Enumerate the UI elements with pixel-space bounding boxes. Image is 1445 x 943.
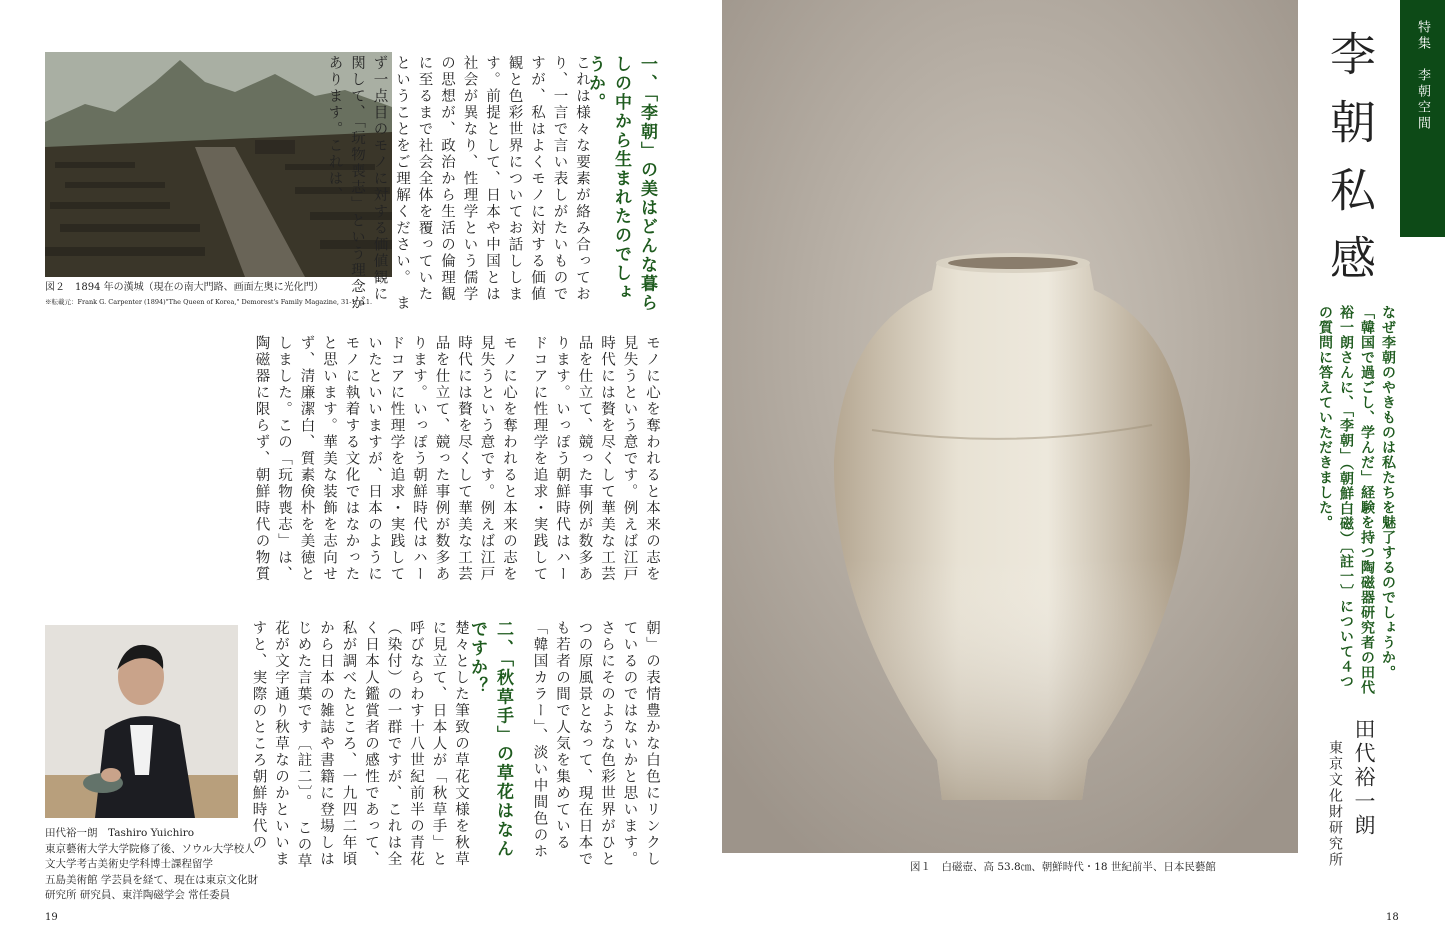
bottom-body-text: 朝」の表情豊かな白色にリンクしているのではないかと思います。さらにそのような色彩世界がひとつの原風景となって、現在日本でも若者の間で人気を集めている「韓国カラー」、淡い中間色のホ	[531, 620, 660, 868]
feature-tab-label: 特集 李朝空間	[1415, 20, 1430, 132]
white-porcelain-jar-image	[722, 0, 1298, 853]
profile-bio-line: 東京藝術大学大学院修了後、ソウル大学校人	[45, 842, 255, 855]
figure-2-credit: ※転載元：Frank G. Carpenter (1894)"The Queen of Korea," Demorest's Family Magazine, 31-1, p.1.	[45, 298, 373, 306]
lower-body-text-part-a: モノに心を奪われると本来の志を見失うという意です。例えば江戸時代には贅を尽くして華美な工芸品を仕立て、競った事例が数多あります。いっぽう朝鮮時代はハードコアに性理学を追求・実践して	[531, 335, 660, 583]
author-portrait	[45, 625, 238, 818]
author-name: 田代裕一朗	[1352, 718, 1376, 838]
figure-2-caption: 図２ 1894 年の漢城（現在の南大門路、画面左奥に光化門）	[45, 282, 324, 293]
profile-bio-line: 研究所 研究員、東洋陶磁学会 常任委員	[45, 889, 231, 901]
article-lead: なぜ李朝のやきものは私たちを魅了するのでしょうか。「韓国で過ごし、学んだ」経験を持つ陶磁器研究者の田代裕一朗さんに、「李朝」（朝鮮白磁）〔註一〕について４つの質問に答えていただきました。	[1317, 305, 1396, 695]
lower-body-text-part-b: モノに心を奪われると本来の志を見失うという意です。例えば江戸時代には贅を尽くして華美な工芸品を仕立て、競った事例が数多あります。いっぽう朝鮮時代はハードコアに性理学を追求・実践していたといいますが、日本のようにモノに執着する文化ではなかったと思います。華美な装飾を志向せず、清廉潔白、質素倹朴を美徳としました。この「玩物喪志」は、陶磁器に限らず、朝鮮時代の物質	[253, 335, 517, 583]
author-affiliation: 東京文化財研究所	[1327, 740, 1343, 868]
upper-body-text: これは様々な要素が絡み合っており、一言で言い表しがたいものですが、私はよくモノに対する価値観と色彩世界についてお話しします。前提として、日本や中国とは社会が異なり、性理学という儒学の思想が、政治から生活の倫理観に至るまで社会全体を覆っていたということをご理解ください。 まず一点目のモノに対する価値観に関して、「玩物喪志」という理念があります。これは、	[326, 55, 590, 312]
profile-name: 田代裕一朗 Tashiro Yuichiro	[45, 827, 195, 839]
profile-bio-line: 文大学考古美術史学科博士課程留学	[45, 858, 213, 870]
article-title: 李朝私感	[1323, 30, 1377, 302]
profile-bio-line: 五島美術館 学芸員を経て、現在は東京文化財	[45, 873, 259, 886]
feature-tab	[1400, 0, 1445, 237]
figure-1-photo	[722, 0, 1298, 853]
question-2-heading: 二、「秋草手」の草花はなんですか？	[467, 620, 513, 859]
author-photo-image	[45, 625, 238, 818]
question-2-body: 楚々とした筆致の草花文様を秋草に見立て、日本人が「秋草手」と呼びならわす十八世紀前半の青花（染付）の一群ですが、これは全く日本人鑑賞者の感性であって、私が調べたところ、一九四二年頃から日本の雑誌や書籍に登場しはじめた言葉です〔註二〕。 この草花が文字通り秋草なのかといいますと、実際のところ朝鮮時代の	[250, 620, 469, 870]
question-1-heading: 一、「李朝」の美はどんな暮らしの中から生まれたのでしょうか。	[585, 55, 657, 313]
page-number-right: 18	[1386, 912, 1399, 923]
author-profile	[45, 826, 258, 904]
figure-1-caption: 図１ 白磁壺、高 53.8㎝、朝鮮時代・18 世紀前半、日本民藝館	[910, 861, 1216, 873]
page-number-left: 19	[45, 912, 58, 923]
